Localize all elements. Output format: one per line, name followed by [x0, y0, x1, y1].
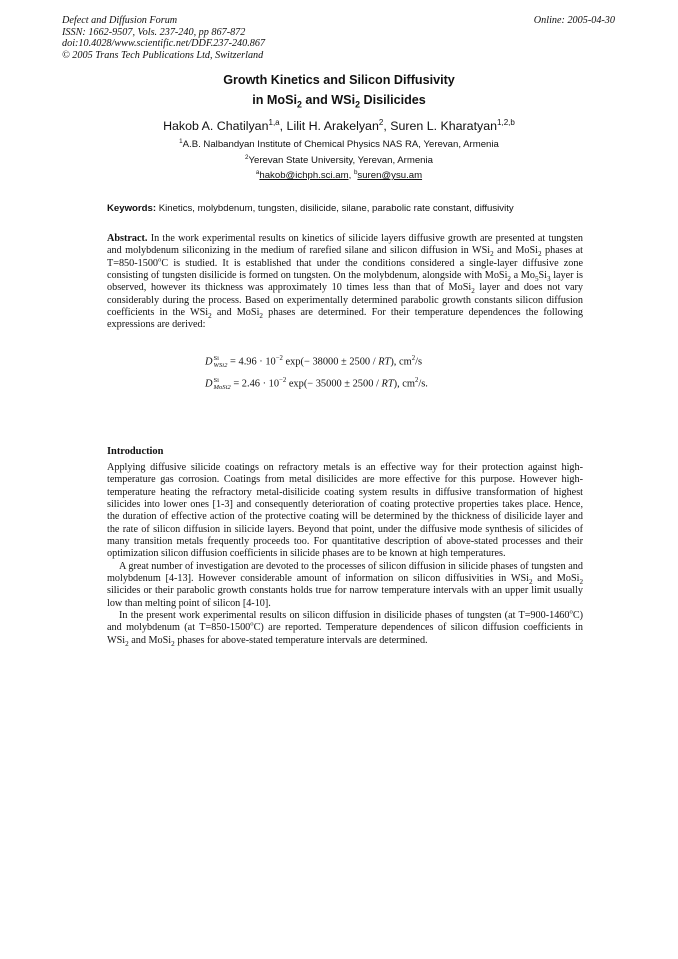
keywords-text: Kinetics, molybdenum, tungsten, disilicide, silane, parabolic rate constant, diffusivity	[158, 203, 514, 214]
copyright-line: © 2005 Trans Tech Publications Ltd, Switzerland	[62, 49, 264, 61]
author-3: Suren L. Kharatyan	[390, 119, 497, 133]
journal-header	[62, 15, 362, 61]
title-line-2: in MoSi$_2$ and WSi$_2$ Disilicides	[252, 93, 426, 110]
author-list: Hakob A. Chatilyan$^{1,a}$, Lilit H. Arakelyan$^2$, Suren L. Kharatyan$^{1,2,b}$	[163, 117, 515, 133]
affiliation-2: $^2$Yerevan State University, Yerevan, Armenia	[245, 153, 433, 166]
intro-paragraph-1: Applying diffusive silicide coatings on refractory metals is an effective way for their protection against high-temperature gas corrosion. Coatings from metal disilicides are more effective for this purpose. However high-temperature heating the refractory metal-disilicide coating system results in diffusive transformation of highest silicides into lower ones [1-3] and consequently deterioration of coating protective properties takes place. Hence, the duration of effective action of the protective coating will be determined by the thickness of disilicide layer and the rate of silicon diffusion in silicide layers. Beyond that point, under the diffusive mode synthesis of silicides of many transition metals frequently proceeds too. For quantitative description of above-stated processes and their optimization silicon diffusion coefficients in silicide phases are to be known at high temperatures.	[107, 462, 583, 560]
abstract-label: Abstract.	[107, 233, 148, 244]
title-line-1: Growth Kinetics and Silicon Diffusivity	[223, 73, 455, 87]
equation-wsi2: D Si WSi2 = $4.96 \cdot 10^{-2}$ exp(− 38000 ± 2500 / RT), $cm^2/s$	[205, 354, 422, 369]
abstract: Abstract. In the work experimental results on kinetics of silicide layers diffusive growth are presented at tungsten and molybdenum siliconizing in the medium of rarefied silane and silicon diffusion in WSi$_2$ and MoSi$_2$ phases at $T=850-1500^oC$ is studied. It is established that under the conditions considered a single-layer diffusive zone consisting of tungsten disilicide is formed on tungsten. On the molybdenum, alongside with MoSi$_2$ a $Mo_5Si_3$ layer is observed, however its thickness was approximately 10 times less than that of MoSi$_2$ layer and does not vary considerably during the process. Based on experimentally determined parabolic growth constants silicon diffusion coefficients in the WSi$_2$ and MoSi$_2$ phases are determined. For their temperature dependences the following expressions are derived:	[107, 233, 584, 331]
introduction-heading: Introduction	[107, 446, 164, 457]
equation-mosi2: D Si MoSi2 = $2.46 \cdot 10^{-2}$ exp(− 35000 ± 2500 / RT), $cm^2/s$.	[205, 376, 428, 391]
keywords-label: Keywords:	[107, 203, 157, 214]
keywords	[107, 203, 577, 214]
email-link-b[interactable]: suren@ysu.am	[357, 170, 423, 182]
affiliations	[0, 137, 678, 184]
paper-title	[0, 70, 678, 110]
online-date: Online: 2005-04-30	[533, 15, 615, 26]
author-2: Lilit H. Arakelyan	[286, 119, 379, 133]
affiliation-1: $^1$A.B. Nalbandyan Institute of Chemical Physics NAS RA, Yerevan, Armenia	[179, 137, 499, 150]
introduction-body	[107, 462, 583, 647]
email-link-a[interactable]: hakob@ichph.sci.am	[259, 170, 349, 182]
author-1: Hakob A. Chatilyan	[163, 119, 269, 133]
journal-name: Defect and Diffusion Forum	[62, 15, 178, 26]
issn-line: ISSN: 1662-9507, Vols. 237-240, pp 867-872	[62, 26, 246, 38]
intro-paragraph-3: In the present work experimental results on silicon diffusion in disilicide phases of tungsten (at $T=900-1460^oC$) and molybdenum (at $T=850-1500^oC$) are reported. Temperature dependences of silicon diffusion coefficients in WSi$_2$ and MoSi$_2$ phases for above-stated temperature intervals are determined.	[107, 608, 583, 648]
intro-paragraph-2: A great number of investigation are devoted to the processes of silicon diffusion in silicide phases of tungsten and molybdenum [4-13]. However considerable amount of information on silicon diffusivities in WSi$_2$ and MoSi$_2$ silicides or their parabolic growth constants holds true for narrow temperature intervals with an upper limit usually low than melting point of silicon [4-10].	[107, 560, 584, 609]
doi-line: doi:10.4028/www.scientific.net/DDF.237-240.867	[62, 38, 266, 50]
author-emails: $^a$hakob@ichph.sci.am, $^b$suren@ysu.am	[255, 169, 423, 182]
